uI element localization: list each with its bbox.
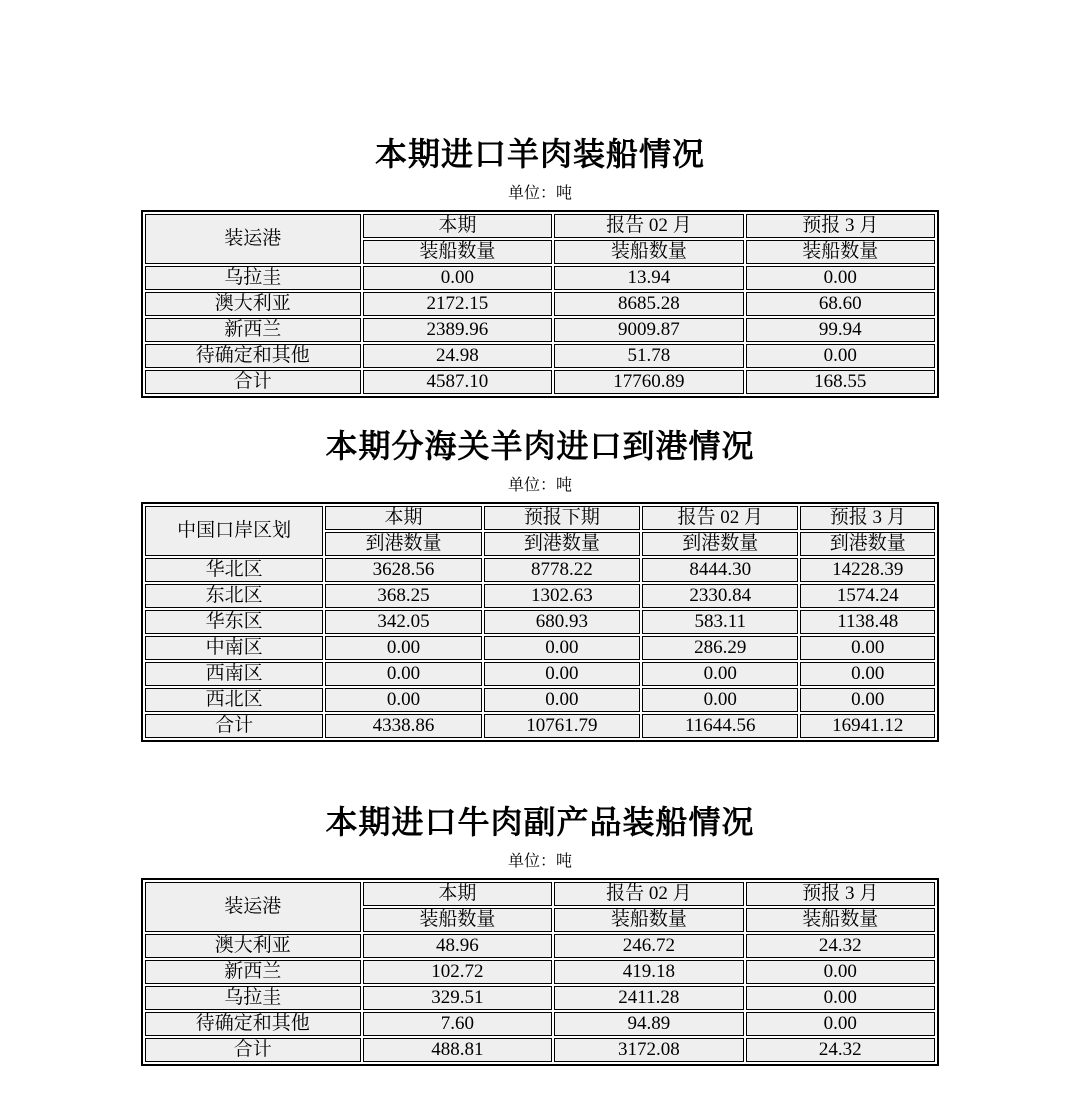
value-cell: 0.00 — [484, 662, 640, 686]
table-row — [145, 610, 935, 634]
value-cell: 10761.79 — [484, 714, 640, 738]
table-row — [145, 292, 935, 316]
unit-label: 单位：吨 — [507, 185, 572, 202]
value-cell: 368.25 — [325, 584, 481, 608]
row-label-cell: 乌拉圭 — [145, 986, 361, 1010]
value-cell: 14228.39 — [800, 558, 935, 582]
column-sub-header: 到港数量 — [484, 532, 640, 556]
column-group-header: 报告 02 月 — [554, 214, 743, 238]
value-cell: 4587.10 — [363, 370, 552, 394]
value-cell: 0.00 — [800, 688, 935, 712]
column-sub-header: 到港数量 — [325, 532, 481, 556]
value-cell: 24.32 — [746, 934, 935, 958]
column-group-header: 本期 — [363, 882, 552, 906]
column-group-header: 本期 — [363, 214, 552, 238]
row-label-cell: 合计 — [145, 1038, 361, 1062]
value-cell: 99.94 — [746, 318, 935, 342]
table-row — [145, 662, 935, 686]
unit-label: 单位：吨 — [507, 853, 572, 870]
value-cell: 329.51 — [363, 986, 552, 1010]
row-label-cell: 华北区 — [145, 558, 323, 582]
data-table — [141, 502, 939, 742]
value-cell: 0.00 — [746, 344, 935, 368]
value-cell: 0.00 — [363, 266, 552, 290]
value-cell: 0.00 — [746, 266, 935, 290]
column-group-header: 本期 — [325, 506, 481, 530]
row-label-cell: 澳大利亚 — [145, 292, 361, 316]
header-group-row — [145, 214, 935, 238]
row-label-cell: 合计 — [145, 370, 361, 394]
column-sub-header: 装船数量 — [554, 908, 743, 932]
value-cell: 13.94 — [554, 266, 743, 290]
value-cell: 168.55 — [746, 370, 935, 394]
value-cell: 2330.84 — [642, 584, 798, 608]
table-row — [145, 1012, 935, 1036]
row-label-cell: 新西兰 — [145, 960, 361, 984]
value-cell: 16941.12 — [800, 714, 935, 738]
value-cell: 286.29 — [642, 636, 798, 660]
table-row — [145, 344, 935, 368]
column-group-header: 预报 3 月 — [800, 506, 935, 530]
value-cell: 102.72 — [363, 960, 552, 984]
value-cell: 680.93 — [484, 610, 640, 634]
value-cell: 0.00 — [325, 636, 481, 660]
table-row — [145, 266, 935, 290]
value-cell: 583.11 — [642, 610, 798, 634]
table-title: 本期进口牛肉副产品装船情况 — [325, 804, 755, 840]
value-cell: 11644.56 — [642, 714, 798, 738]
column-sub-header: 装船数量 — [363, 240, 552, 264]
row-header-cell: 装运港 — [145, 882, 361, 932]
value-cell: 2389.96 — [363, 318, 552, 342]
row-label-cell: 待确定和其他 — [145, 344, 361, 368]
column-group-header: 报告 02 月 — [642, 506, 798, 530]
value-cell: 51.78 — [554, 344, 743, 368]
value-cell: 9009.87 — [554, 318, 743, 342]
value-cell: 1574.24 — [800, 584, 935, 608]
value-cell: 3172.08 — [554, 1038, 743, 1062]
value-cell: 419.18 — [554, 960, 743, 984]
unit-label: 单位：吨 — [507, 477, 572, 494]
value-cell: 0.00 — [642, 688, 798, 712]
row-label-cell: 澳大利亚 — [145, 934, 361, 958]
total-row — [145, 370, 935, 394]
table-header — [145, 506, 935, 556]
column-group-header: 预报 3 月 — [746, 882, 935, 906]
value-cell: 2411.28 — [554, 986, 743, 1010]
table-row — [145, 688, 935, 712]
table-header — [145, 214, 935, 264]
column-sub-header: 装船数量 — [746, 908, 935, 932]
value-cell: 94.89 — [554, 1012, 743, 1036]
row-label-cell: 东北区 — [145, 584, 323, 608]
value-cell: 488.81 — [363, 1038, 552, 1062]
value-cell: 0.00 — [746, 1012, 935, 1036]
value-cell: 0.00 — [484, 688, 640, 712]
value-cell: 0.00 — [642, 662, 798, 686]
table-body — [145, 934, 935, 1062]
row-label-cell: 乌拉圭 — [145, 266, 361, 290]
table-section — [141, 804, 939, 1066]
column-sub-header: 到港数量 — [800, 532, 935, 556]
table-body — [145, 266, 935, 394]
table-section — [141, 136, 939, 398]
value-cell: 8778.22 — [484, 558, 640, 582]
row-label-cell: 新西兰 — [145, 318, 361, 342]
value-cell: 68.60 — [746, 292, 935, 316]
table-title: 本期分海关羊肉进口到港情况 — [325, 428, 755, 464]
value-cell: 17760.89 — [554, 370, 743, 394]
value-cell: 24.32 — [746, 1038, 935, 1062]
data-table — [141, 210, 939, 398]
value-cell: 7.60 — [363, 1012, 552, 1036]
value-cell: 0.00 — [800, 662, 935, 686]
row-label-cell: 西南区 — [145, 662, 323, 686]
column-group-header: 预报下期 — [484, 506, 640, 530]
value-cell: 342.05 — [325, 610, 481, 634]
document-page — [141, 136, 939, 1066]
table-row — [145, 318, 935, 342]
column-sub-header: 装船数量 — [363, 908, 552, 932]
table-row — [145, 960, 935, 984]
data-table — [141, 878, 939, 1066]
table-header — [145, 882, 935, 932]
value-cell: 1138.48 — [800, 610, 935, 634]
total-row — [145, 1038, 935, 1062]
row-label-cell: 西北区 — [145, 688, 323, 712]
column-sub-header: 装船数量 — [746, 240, 935, 264]
value-cell: 246.72 — [554, 934, 743, 958]
row-label-cell: 华东区 — [145, 610, 323, 634]
value-cell: 1302.63 — [484, 584, 640, 608]
value-cell: 0.00 — [484, 636, 640, 660]
value-cell: 3628.56 — [325, 558, 481, 582]
row-label-cell: 待确定和其他 — [145, 1012, 361, 1036]
value-cell: 0.00 — [746, 960, 935, 984]
row-header-cell: 中国口岸区划 — [145, 506, 323, 556]
column-sub-header: 装船数量 — [554, 240, 743, 264]
table-row — [145, 558, 935, 582]
row-label-cell: 合计 — [145, 714, 323, 738]
value-cell: 4338.86 — [325, 714, 481, 738]
value-cell: 0.00 — [325, 662, 481, 686]
column-group-header: 报告 02 月 — [554, 882, 743, 906]
header-group-row — [145, 882, 935, 906]
row-label-cell: 中南区 — [145, 636, 323, 660]
column-sub-header: 到港数量 — [642, 532, 798, 556]
total-row — [145, 714, 935, 738]
table-row — [145, 934, 935, 958]
column-group-header: 预报 3 月 — [746, 214, 935, 238]
table-body — [145, 558, 935, 738]
table-row — [145, 986, 935, 1010]
header-group-row — [145, 506, 935, 530]
table-row — [145, 584, 935, 608]
value-cell: 0.00 — [800, 636, 935, 660]
table-title: 本期进口羊肉装船情况 — [374, 136, 705, 172]
value-cell: 8444.30 — [642, 558, 798, 582]
value-cell: 8685.28 — [554, 292, 743, 316]
value-cell: 0.00 — [746, 986, 935, 1010]
table-section — [141, 428, 939, 742]
value-cell: 2172.15 — [363, 292, 552, 316]
value-cell: 24.98 — [363, 344, 552, 368]
value-cell: 48.96 — [363, 934, 552, 958]
table-row — [145, 636, 935, 660]
row-header-cell: 装运港 — [145, 214, 361, 264]
value-cell: 0.00 — [325, 688, 481, 712]
